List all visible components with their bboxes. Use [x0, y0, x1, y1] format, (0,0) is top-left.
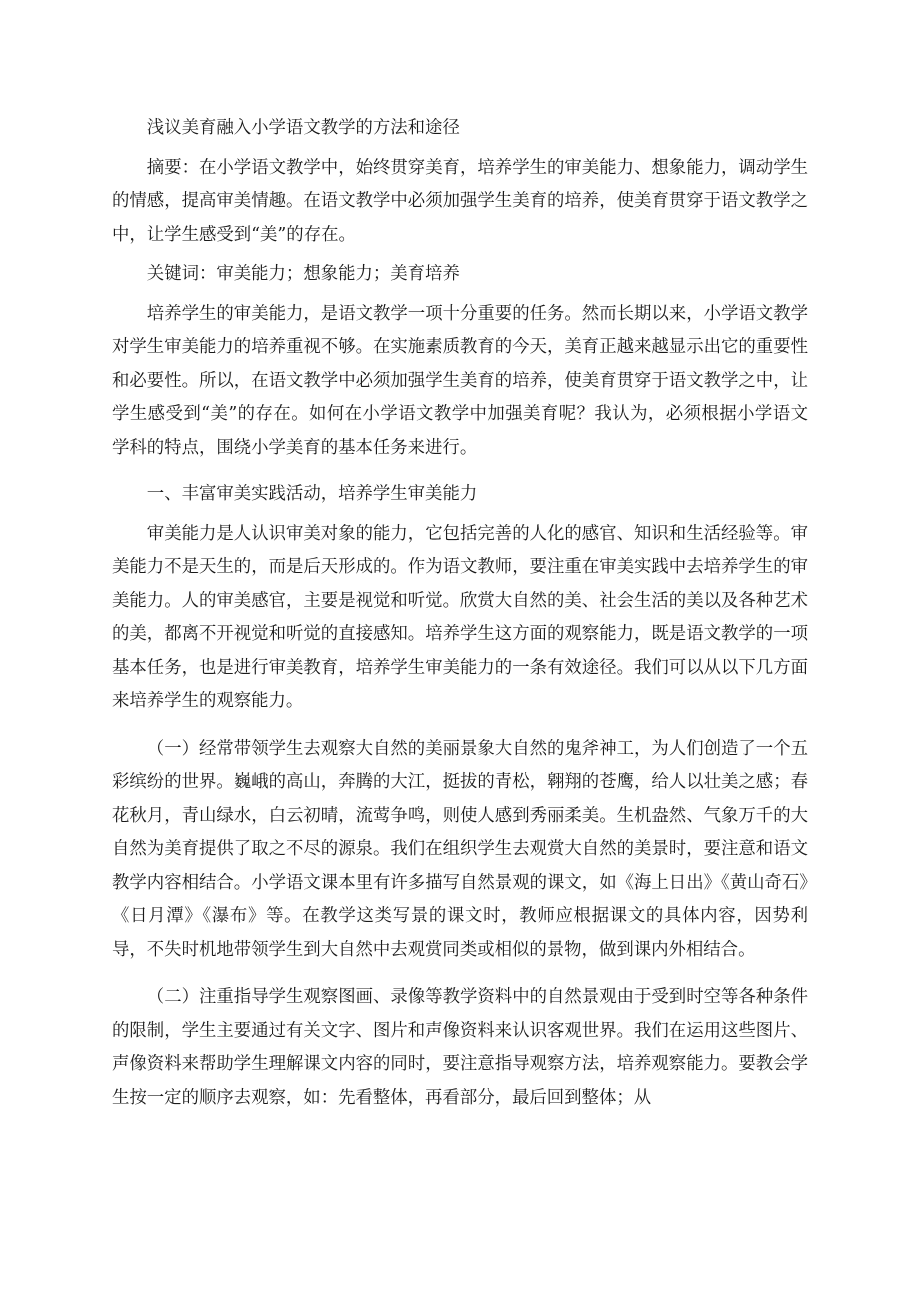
section-1-heading: 一、丰富审美实践活动，培养学生审美能力: [146, 484, 478, 504]
abstract-paragraph: 摘要：在小学语文教学中，始终贯穿美育，培养学生的审美能力、想象能力，调动学生的情感，提高审美情趣。在语文教学中必须加强学生美育的培养，使美育贯穿于语文教学之中，让学生感受到“美”的存在。: [112, 157, 808, 245]
section-1-paragraph: 审美能力是人认识审美对象的能力，它包括完善的人化的感官、知识和生活经验等。审美能力不是天生的，而是后天形成的。作为语文教师，要注重在审美实践中去培养学生的审美能力。人的审美感官，主要是视觉和听觉。欣赏大自然的美、社会生活的美以及各种艺术的美，都离不开视觉和听觉的直接感知。培养学生这方面的观察能力，既是语文教学的一项基本任务，也是进行审美教育，培养学生审美能力的一条有效途径。我们可以从以下几方面来培养学生的观察能力。: [112, 523, 808, 711]
document-body: [112, 112, 808, 1115]
keywords-paragraph: 关键词：审美能力；想象能力；美育培养: [146, 264, 460, 284]
subsection-2-paragraph: （二）注重指导学生观察图画、录像等教学资料中的自然景观由于受到时空等各种条件的限制，学生主要通过有关文字、图片和声像资料来认识客观世界。我们在运用这些图片、声像资料来帮助学生理解课文内容的同时，要注意指导观察方法，培养观察能力。要教会学生按一定的顺序去观察，如：先看整体，再看部分，最后回到整体；从: [112, 987, 808, 1108]
subsection-1-paragraph: （一）经常带领学生去观察大自然的美丽景象大自然的鬼斧神工，为人们创造了一个五彩缤纷的世界。巍峨的高山，奔腾的大江，挺拔的青松，翱翔的苍鹰，给人以壮美之感；春花秋月，青山绿水，白云初晴，流莺争鸣，则使人感到秀丽柔美。生机盎然、气象万千的大自然为美育提供了取之不尽的源泉。我们在组织学生去观赏大自然的美景时，要注意和语文教学内容相结合。小学语文课本里有许多描写自然景观的课文，如《海上日出》《黄山奇石》《日月潭》《瀑布》等。在教学这类写景的课文时，教师应根据课文的具体内容，因势利导，不失时机地带领学生到大自然中去观赏同类或相似的景物，做到课内外相结合。: [112, 738, 808, 960]
document-title: 浅议美育融入小学语文教学的方法和途径: [146, 118, 460, 138]
intro-paragraph: 培养学生的审美能力，是语文教学一项十分重要的任务。然而长期以来，小学语文教学对学生审美能力的培养重视不够。在实施素质教育的今天，美育正越来越显示出它的重要性和必要性。所以，在语文教学中必须加强学生美育的培养，使美育贯穿于语文教学之中，让学生感受到“美”的存在。如何在小学语文教学中加强美育呢？我认为，必须根据小学语文学科的特点，围绕小学美育的基本任务来进行。: [112, 303, 808, 458]
